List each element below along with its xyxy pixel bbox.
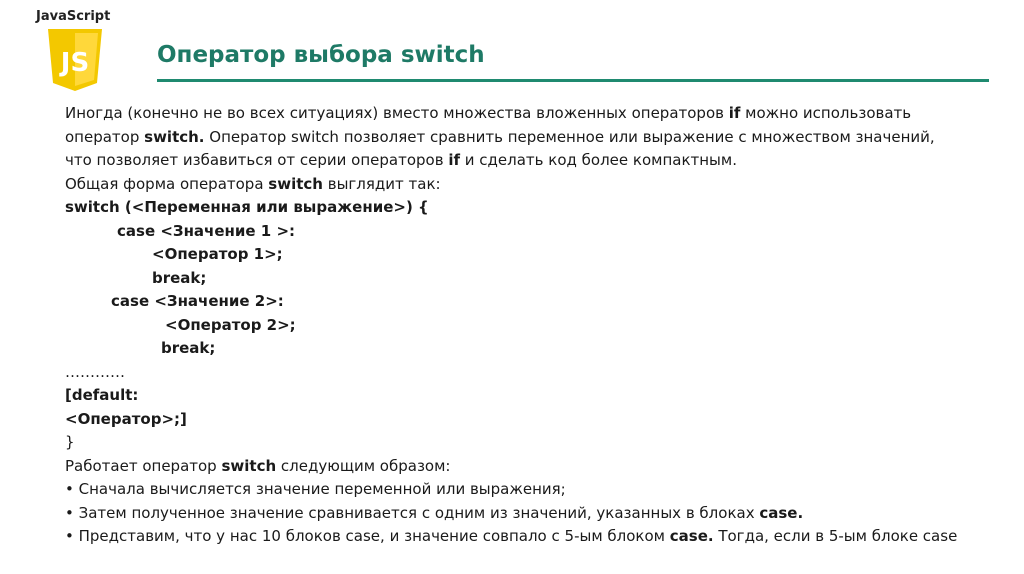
paragraph-line-2: оператор switch. Оператор switch позволяет сравнить переменное или выражение с множеством значений, [65, 127, 935, 146]
code-line-operator-2: <Оператор 2>; [165, 315, 296, 334]
bullet-item-2: • Затем полученное значение сравнивается с одним из значений, указанных в блоках case. [65, 503, 804, 522]
code-line-closing-brace: } [65, 433, 75, 451]
code-line-ellipsis: ………… [65, 362, 125, 381]
logo-badge-text: JS [60, 48, 90, 78]
bullet-item-3: • Представим, что у нас 10 блоков case, и значение совпало с 5-ым блоком case. Тогда, если в 5-ым блоке case [65, 527, 958, 545]
code-line-default: [default: [65, 386, 139, 404]
page-title: Оператор выбора switch [157, 42, 485, 68]
code-line-operator-1: <Оператор 1>; [152, 245, 283, 263]
code-line-switch: switch (<Переменная или выражение>) { [65, 198, 429, 216]
code-line-case-1: case <Значение 1 >: [117, 221, 296, 240]
paragraph-line-1: Иногда (конечно не во всех ситуациях) вместо множества вложенных операторов if можно использовать [65, 104, 912, 122]
paragraph-line-4: Общая форма оператора switch выглядит так: [65, 174, 441, 193]
paragraph-line-3: что позволяет избавиться от серии операторов if и сделать код более компактным. [65, 151, 737, 169]
slide-body [65, 102, 1005, 549]
code-line-case-2: case <Значение 2>: [111, 292, 284, 310]
code-line-break-2: break; [161, 339, 216, 357]
bullet-item-1: • Сначала вычисляется значение переменной или выражения; [65, 480, 566, 498]
javascript-shield-logo-icon [45, 29, 105, 91]
code-line-default-operator: <Оператор>;] [65, 409, 187, 428]
title-divider [157, 79, 989, 82]
code-line-break-1: break; [152, 268, 207, 287]
logo-caption: JavaScript [36, 9, 111, 24]
explain-intro: Работает оператор switch следующим образом: [65, 456, 451, 475]
